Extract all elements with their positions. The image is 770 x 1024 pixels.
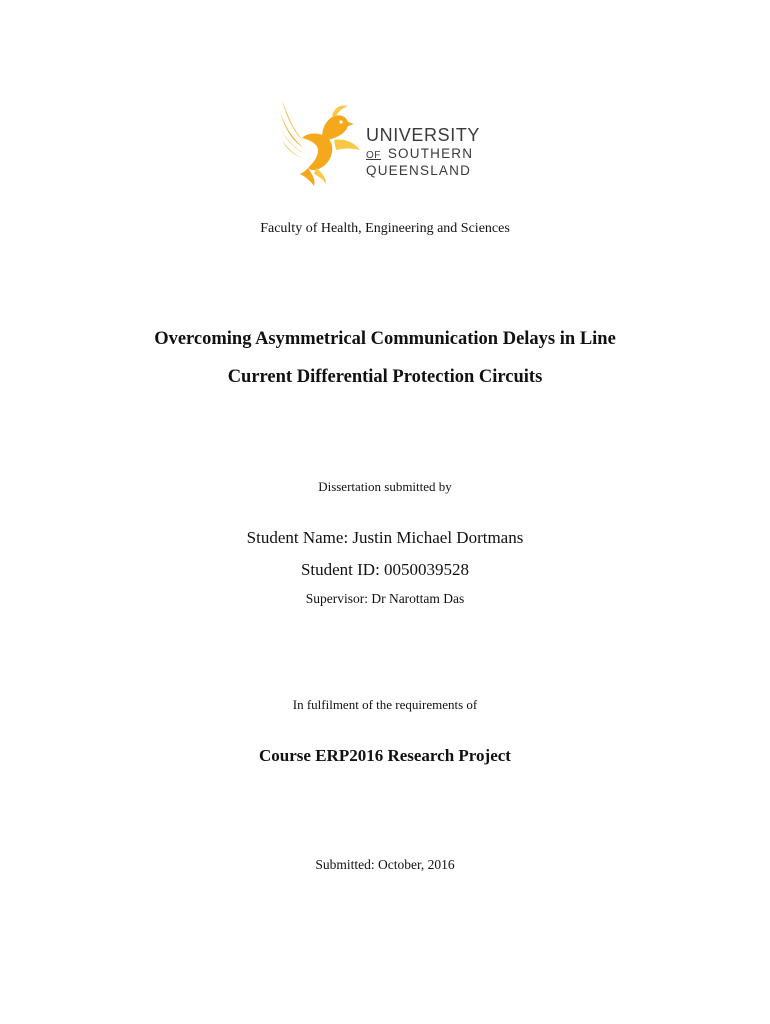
university-logo (278, 98, 498, 186)
logo-line-southern (366, 147, 480, 161)
logo-line-queensland: QUEENSLAND (366, 163, 472, 178)
logo-southern: SOUTHERN (387, 146, 474, 161)
student-name: Student Name: Justin Michael Dortmans (246, 528, 524, 547)
faculty-name: Faculty of Health, Engineering and Sciences (260, 221, 510, 236)
submitted-by-label: Dissertation submitted by (318, 479, 452, 494)
dissertation-title-line-2: Current Differential Protection Circuits (227, 367, 543, 387)
supervisor: Supervisor: Dr Narottam Das (305, 591, 465, 606)
dissertation-title-line-1: Overcoming Asymmetrical Communication Delays in Line (154, 329, 616, 349)
course-name: Course ERP2016 Research Project (259, 746, 511, 765)
phoenix-icon (278, 98, 362, 186)
submission-date: Submitted: October, 2016 (315, 857, 455, 872)
logo-wordmark (366, 126, 480, 178)
logo-of: OF (366, 150, 381, 161)
student-id: Student ID: 0050039528 (300, 560, 470, 579)
fulfilment-statement: In fulfilment of the requirements of (292, 697, 478, 712)
logo-line-university: UNIVERSITY (366, 125, 481, 145)
